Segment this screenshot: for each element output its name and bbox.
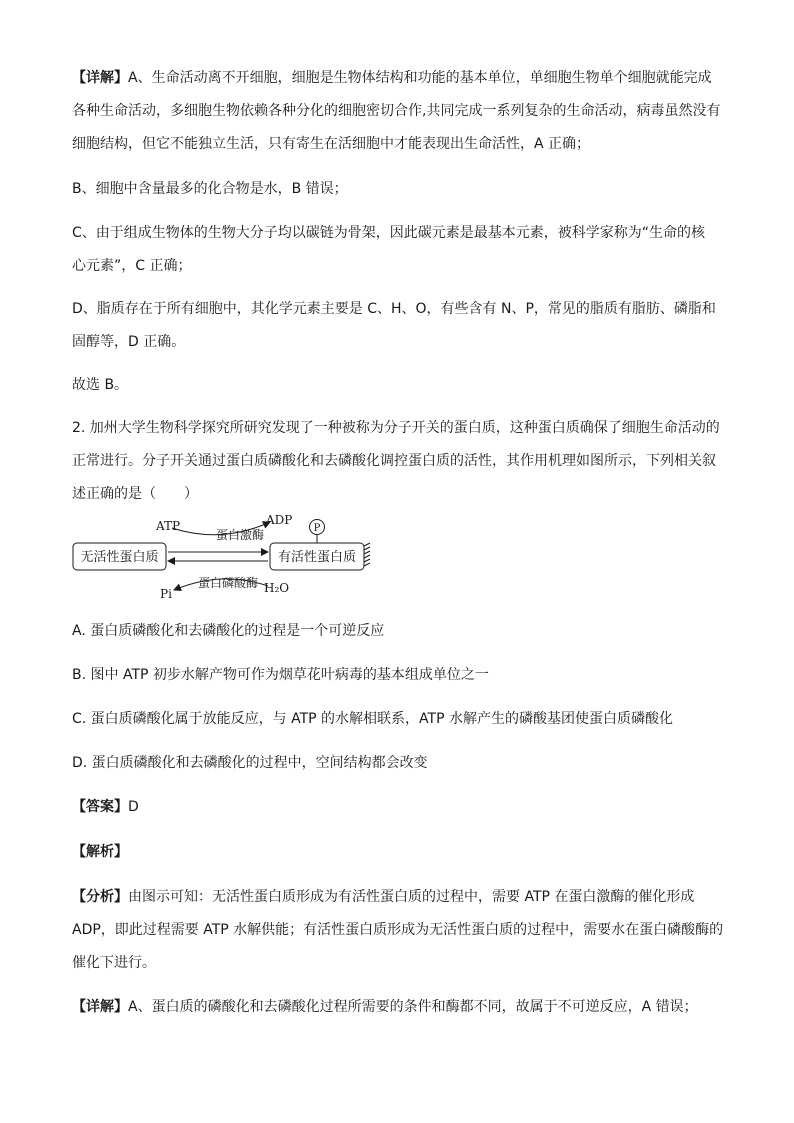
option-c: C. 蛋白质磷酸化属于放能反应，与 ATP 的水解相联系，ATP 水解产生的磷酸基团使蛋白质磷酸化 — [72, 711, 673, 727]
option-d: D. 蛋白质磷酸化和去磷酸化的过程中，空间结构都会改变 — [72, 755, 428, 771]
conclusion-line: 故选 B。 — [72, 377, 129, 393]
atp-label: ATP — [156, 519, 181, 533]
pi-label: Pi — [160, 587, 172, 601]
kinase-label: 蛋白激酶 — [215, 528, 265, 542]
explanation-line: B、细胞中含量最多的化合物是水，B 错误； — [72, 181, 348, 197]
explanation-line: 【详解】A、生命活动离不开细胞，细胞是生物体结构和功能的基本单位，单细胞生物单个细胞就能完成 — [72, 70, 712, 86]
explanation-line: D、脂质存在于所有细胞中，其化学元素主要是 C、H、O，有些含有 N、P，常见的脂质有脂肪、磷脂和 — [72, 301, 716, 317]
membrane-hatch — [364, 543, 370, 566]
analysis-line: 【分析】由图示可知：无活性蛋白质形成为有活性蛋白质的过程中，需要 ATP 在蛋白激酶的催化形成 — [72, 889, 695, 905]
explanation-line: 固醇等，D 正确。 — [72, 334, 186, 350]
phosphorylation-diagram — [72, 512, 392, 604]
analysis-line: ADP，即此过程需要 ATP 水解供能；有活性蛋白质形成为无活性蛋白质的过程中，需要水在蛋白磷酸酶的 — [72, 922, 724, 938]
explanation-line: C、由于组成生物体的生物大分子均以碳链为骨架，因此碳元素是最基本元素，被科学家称为“生命的核 — [72, 225, 706, 241]
question-stem-line: 2. 加州大学生物科学探究所研究发现了一种被称为分子开关的蛋白质，这种蛋白质确保了细胞生命活动的 — [72, 420, 720, 436]
answer-tag: 【答案】 — [72, 799, 128, 815]
water-label: H₂O — [264, 581, 290, 595]
question-stem-line: 述正确的是（ ） — [72, 486, 198, 502]
question-stem-line: 正常进行。分子开关通过蛋白质磷酸化和去磷酸化调控蛋白质的活性，其作用机理如图所示，下列相关叙 — [72, 453, 716, 469]
detail-tag: 【详解】 — [72, 70, 128, 86]
option-a: A. 蛋白质磷酸化和去磷酸化的过程是一个可逆反应 — [72, 623, 385, 639]
answer-line — [72, 797, 139, 817]
phosphatase-label: 蛋白磷酸酶 — [197, 576, 259, 590]
explanation-line: 细胞结构，但它不能独立生活，只有寄生在活细胞中才能表现出生命活性，A 正确； — [72, 136, 591, 152]
analysis-heading: 【解析】 — [72, 844, 128, 860]
option-b: B. 图中 ATP 初步水解产物可作为烟草花叶病毒的基本组成单位之一 — [72, 667, 489, 683]
diagram-svg — [72, 512, 392, 604]
detail-line: 【详解】A、蛋白质的磷酸化和去磷酸化过程所需要的条件和酶都不同，故属于不可逆反应，A 错误； — [72, 999, 698, 1015]
explanation-line: 各种生命活动，多细胞生物依赖各种分化的细胞密切合作,共同完成一系列复杂的生命活动，病毒虽然没有 — [72, 103, 721, 119]
detail-tag: 【详解】 — [72, 999, 128, 1015]
adp-label: ADP — [266, 513, 293, 527]
inactive-protein-label: 无活性蛋白质 — [80, 550, 159, 565]
active-protein-label: 有活性蛋白质 — [277, 550, 357, 565]
explanation-line: 心元素”，C 正确； — [72, 258, 192, 274]
phosphate-label: P — [313, 523, 321, 534]
answer-value: D — [128, 799, 139, 815]
analysis-line: 催化下进行。 — [72, 955, 156, 971]
fenxi-tag: 【分析】 — [72, 889, 128, 905]
